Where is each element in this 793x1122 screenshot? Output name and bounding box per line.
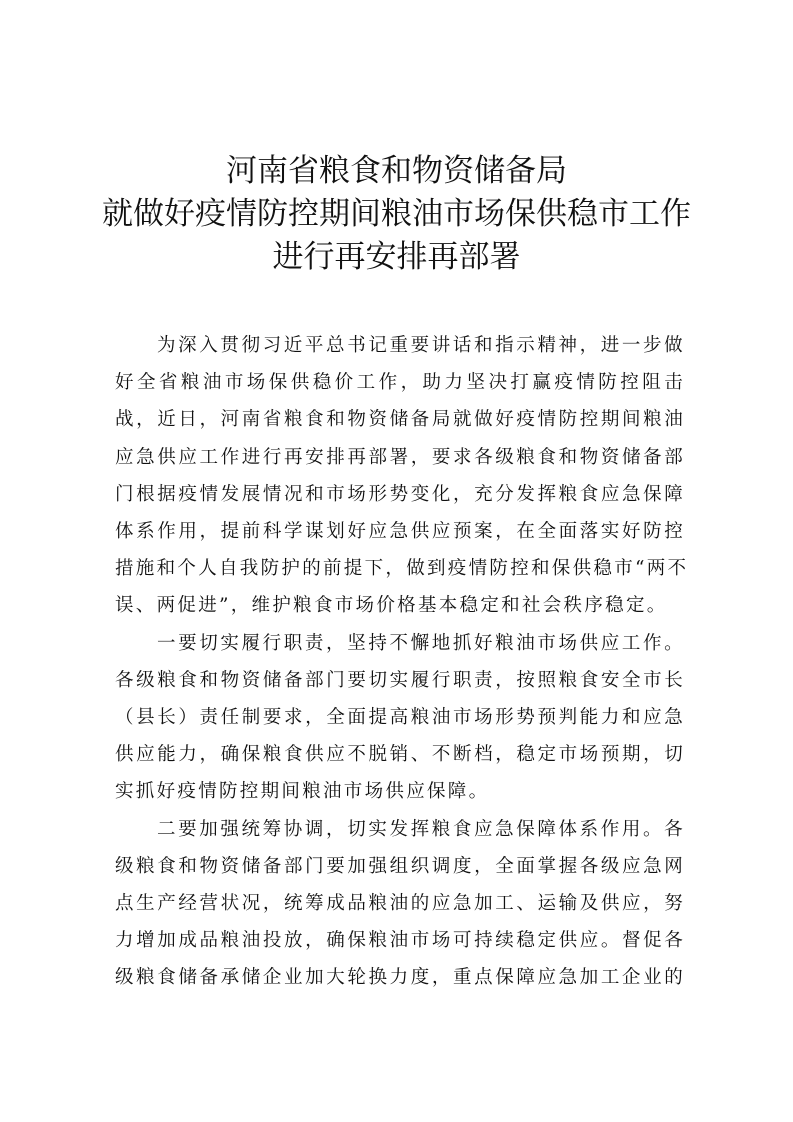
text-line: 应急供应工作进行再安排再部署，要求各级粮食和物资储备部: [115, 446, 685, 468]
text-line: 体系作用，提前科学谋划好应急供应预案，在全面落实好防控: [115, 521, 685, 543]
text-line: 为深入贯彻习近平总书记重要讲话和指示精神，进一步做: [157, 335, 685, 356]
document-body: [115, 327, 689, 997]
document-title: [0, 150, 793, 279]
text-line: 一要切实履行职责，坚持不懈地抓好粮油市场供应工作。: [157, 632, 685, 654]
paragraph-intro: [115, 327, 689, 625]
paragraph-point-two: [115, 811, 685, 997]
text-line: （县长）责任制要求，全面提高粮油市场形势预判能力和应急: [115, 707, 685, 729]
text-line: 二要加强统筹协调，切实发挥粮食应急保障体系作用。各: [157, 818, 685, 840]
paragraph-point-one: [115, 625, 685, 811]
title-line: 河南省粮食和物资储备局: [226, 153, 567, 189]
text-line: 措施和个人自我防护的前提下，做到疫情防控和保供稳市“两不: [115, 558, 689, 580]
text-line: 级粮食和物资储备部门要加强组织调度，全面掌握各级应急网: [115, 855, 685, 877]
text-line: 点生产经营状况，统筹成品粮油的应急加工、运输及供应，努: [115, 893, 685, 915]
text-line: 好全省粮油市场保供稳价工作，助力坚决打赢疫情防控阻击: [115, 372, 685, 394]
title-line: 就做好疫情防控期间粮油市场保供稳市工作: [102, 196, 691, 232]
text-line: 级粮食储备承储企业加大轮换力度，重点保障应急加工企业的: [115, 967, 685, 989]
text-line: 实抓好疫情防控期间粮油市场供应保障。: [115, 781, 490, 803]
title-line: 进行再安排再部署: [272, 239, 521, 275]
text-line: 误、两促进”，维护粮食市场价格基本稳定和社会秩序稳定。: [115, 595, 668, 617]
text-line: 力增加成品粮油投放，确保粮油市场可持续稳定供应。督促各: [115, 930, 685, 952]
text-line: 门根据疫情发展情况和市场形势变化，充分发挥粮食应急保障: [115, 483, 685, 505]
text-line: 供应能力，确保粮食供应不脱销、不断档，稳定市场预期，切: [115, 744, 685, 766]
text-line: 战，近日，河南省粮食和物资储备局就做好疫情防控期间粮油: [115, 409, 685, 431]
text-line: 各级粮食和物资储备部门要切实履行职责，按照粮食安全市长: [115, 669, 685, 691]
